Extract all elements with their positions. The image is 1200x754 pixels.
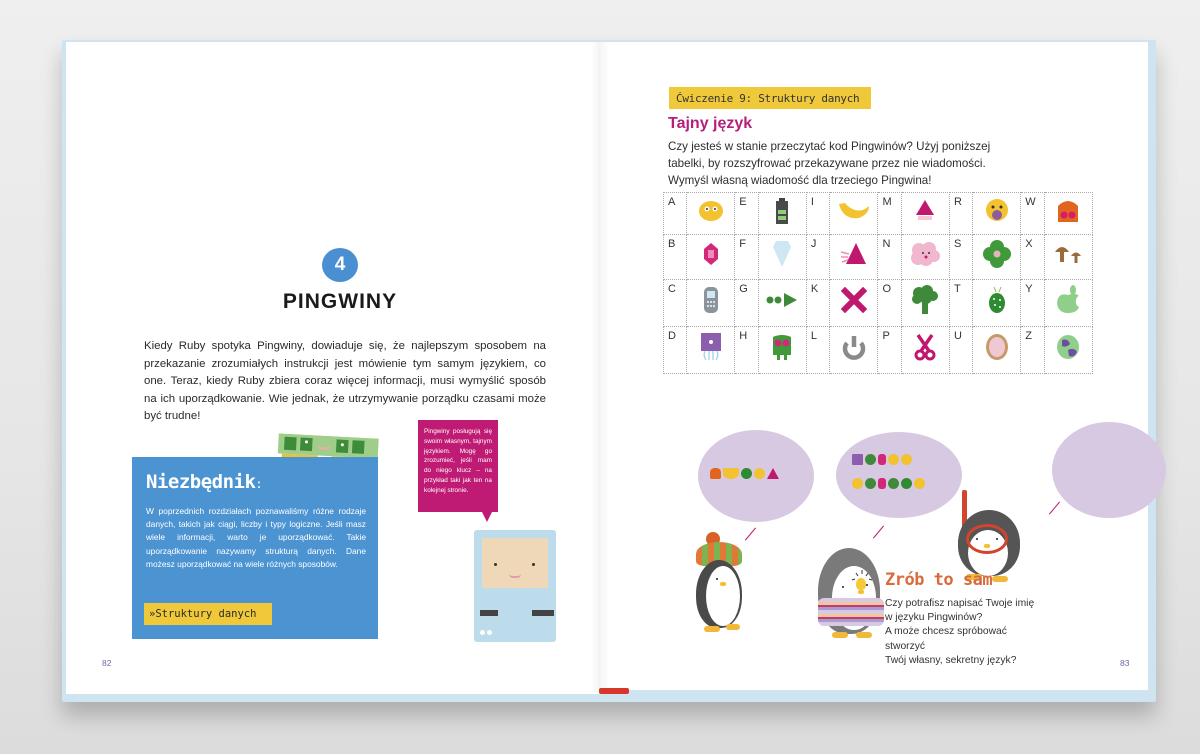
cipher-letter: K — [806, 279, 829, 326]
cipher-letter: S — [949, 234, 972, 279]
ladybug-icon — [973, 279, 1021, 326]
left-page — [66, 42, 600, 694]
cipher-letter: R — [949, 193, 972, 235]
power-button-icon — [830, 326, 878, 373]
pink-cloud-face-icon — [901, 234, 949, 279]
speech-connector — [873, 526, 884, 539]
cipher-letter: M — [878, 193, 901, 235]
zrob-to-sam-text: Czy potrafisz napisać Twoje imię w języku Pingwinów? A może chcesz spróbować stworzyć Twój własny, sekretny język? — [885, 598, 1035, 666]
exercise-title: Tajny język — [668, 115, 753, 132]
penguin-with-sweater — [818, 548, 884, 640]
broccoli-icon — [901, 279, 949, 326]
exercise-description: Czy jesteś w stanie przeczytać kod Pingwinów? Użyj poniższej tabelki, by rozszyfrować przekazywane przez nie wiadomości. Wymyśl własną wiadomość dla trzeciego Pingwina! — [668, 140, 991, 187]
cipher-letter: J — [806, 234, 829, 279]
ladybug-icon — [741, 468, 752, 479]
robot-face — [482, 538, 548, 588]
pink-triangle-creature-icon — [830, 234, 878, 279]
cipher-letter: O — [878, 279, 901, 326]
cipher-letter: H — [735, 326, 758, 373]
penguin-3-empty-speech-bubble[interactable] — [1052, 422, 1166, 518]
yellow-face-pacifier-icon — [973, 193, 1021, 235]
pink-gem-icon — [878, 478, 886, 489]
ribbon-bookmark — [599, 688, 629, 694]
pink-jellyfish-hat-icon — [901, 193, 949, 235]
purple-square-jellyfish-icon — [687, 326, 735, 373]
cipher-row — [664, 234, 1093, 279]
penguin-1-speech-bubble — [698, 430, 814, 522]
cipher-letter: Y — [1021, 279, 1045, 326]
broccoli-icon — [865, 454, 876, 465]
niezbednik-title: Niezbędnik: — [146, 471, 263, 493]
robot-character — [474, 530, 556, 642]
yellow-banana-bird-icon — [723, 468, 739, 479]
mushrooms-icon — [1044, 234, 1092, 279]
yellow-blob-face-icon — [914, 478, 925, 489]
cipher-row — [664, 326, 1093, 373]
cipher-table — [663, 192, 1093, 374]
yellow-blob-face-icon — [754, 468, 765, 479]
pink-x-icon — [830, 279, 878, 326]
cipher-letter: E — [735, 193, 758, 235]
encoded-message-row — [852, 454, 912, 465]
penguin-2-speech-bubble — [836, 432, 962, 518]
light-blue-diamond-icon — [758, 234, 806, 279]
yellow-banana-bird-icon — [830, 193, 878, 235]
pink-gem-icon — [878, 454, 886, 465]
cipher-letter: T — [949, 279, 972, 326]
yellow-blob-face-icon — [687, 193, 735, 235]
chapter-number-badge: 4 — [322, 248, 358, 282]
right-page — [600, 42, 1148, 690]
cipher-letter: L — [806, 326, 829, 373]
purple-square-jellyfish-icon — [852, 454, 863, 465]
broccoli-icon — [888, 478, 899, 489]
orange-monster-icon — [710, 468, 721, 479]
book-spine — [590, 42, 610, 692]
speech-connector — [1049, 502, 1060, 515]
cipher-letter: X — [1021, 234, 1045, 279]
page-number-right: 83 — [1120, 658, 1130, 668]
intro-paragraph: Kiedy Ruby spotyka Pingwiny, dowiaduje się, że najlepszym sposobem na przekazanie zrozumiałych instrukcji jest mówienie tym samym językiem, co one. Teraz, kiedy Ruby zbiera coraz więcej informacji, musi wymyślić sposób na ich uporządkowanie. Wie jednak, że utrzymywanie porządku czasami może być trudne! — [144, 340, 546, 423]
battery-icon — [758, 193, 806, 235]
broccoli-icon — [865, 478, 876, 489]
encoded-message-row — [852, 478, 925, 489]
cipher-letter: D — [664, 326, 687, 373]
penguin-with-hat — [688, 532, 750, 636]
cipher-row — [664, 279, 1093, 326]
niezbednik-text: W poprzednich rozdziałach poznawaliśmy różne rodzaje danych, takich jak ciągi, liczby i typy logiczne. Jeśli masz wiele informacji, warto je uporządkować. Takie uporządkowanie nazywamy strukturą danych. Dane możesz uporządkować na wiele różnych sposobów. — [146, 506, 366, 569]
ladybug-icon — [901, 478, 912, 489]
green-apple-icon — [1044, 279, 1092, 326]
cipher-letter: B — [664, 234, 687, 279]
cipher-letter: Z — [1021, 326, 1045, 373]
cipher-letter: U — [949, 326, 972, 373]
exercise-tag: Ćwiczenie 9: Struktury danych — [669, 87, 871, 109]
yellow-face-pacifier-icon — [852, 478, 863, 489]
struktury-danych-link[interactable]: »Struktury danych — [144, 603, 272, 625]
cipher-letter: N — [878, 234, 901, 279]
pink-triangle-creature-icon — [767, 468, 779, 479]
niezbednik-box — [132, 457, 378, 639]
mobile-phone-icon — [687, 279, 735, 326]
dots-arrow-icon — [758, 279, 806, 326]
green-flower-icon — [973, 234, 1021, 279]
yellow-face-pacifier-icon — [888, 454, 899, 465]
pink-gem-icon — [687, 234, 735, 279]
encoded-message-row — [710, 468, 779, 479]
yellow-blob-face-icon — [901, 454, 912, 465]
zrob-to-sam-title: Zrób to sam — [885, 570, 993, 590]
scissors-icon — [901, 326, 949, 373]
robot-speech-bubble: Pingwiny posługują się swoim własnym, tajnym językiem. Mogę go zrozumieć, jeśli mam do niego klucz – na przykład taki jak ten na kolejnej stronie. — [418, 420, 498, 512]
chapter-title: PINGWINY — [282, 290, 398, 313]
cipher-letter: C — [664, 279, 687, 326]
cipher-row — [664, 193, 1093, 235]
earth-icon — [1044, 326, 1092, 373]
cipher-letter: G — [735, 279, 758, 326]
page-number-left: 82 — [102, 658, 112, 668]
cipher-letter: I — [806, 193, 829, 235]
cipher-letter: A — [664, 193, 687, 235]
speech-bubble-tail — [481, 510, 493, 522]
donut-icon — [973, 326, 1021, 373]
orange-monster-icon — [1044, 193, 1092, 235]
green-owl-icon — [758, 326, 806, 373]
cipher-letter: F — [735, 234, 758, 279]
cipher-letter: W — [1021, 193, 1045, 235]
cipher-letter: P — [878, 326, 901, 373]
lightbulb-rays-icon — [850, 570, 874, 584]
